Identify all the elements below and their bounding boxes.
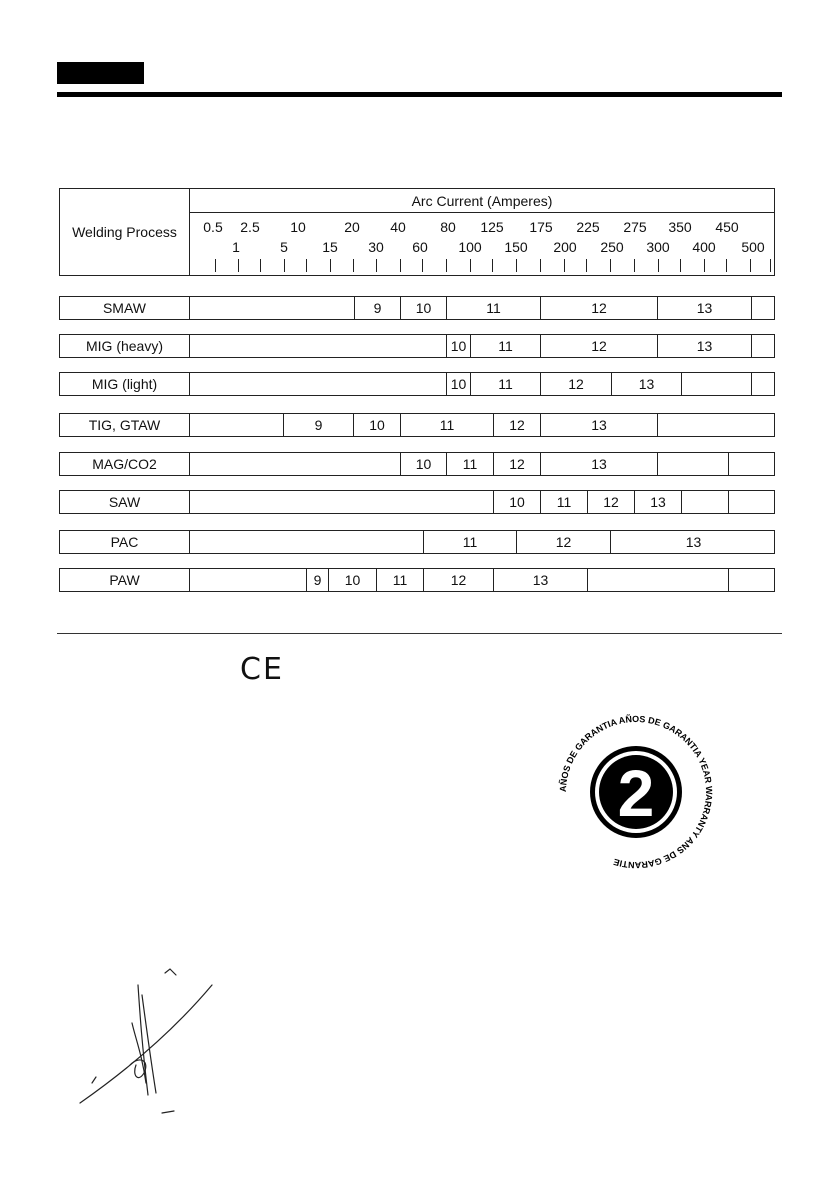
tick-label-bottom: 15 bbox=[322, 239, 338, 255]
electrode-shade-cell bbox=[190, 335, 447, 357]
electrode-shade-cell: 11 bbox=[377, 569, 424, 591]
process-row bbox=[59, 452, 775, 476]
tick-label-top: 80 bbox=[440, 219, 456, 235]
welding-process-header: Welding Process bbox=[60, 189, 190, 275]
current-table-header bbox=[59, 188, 775, 276]
electrode-shade-cell: 13 bbox=[635, 491, 682, 513]
electrode-shade-cell bbox=[190, 569, 307, 591]
language-tab bbox=[57, 62, 144, 84]
tick-mark bbox=[400, 259, 401, 272]
tick-label-bottom: 500 bbox=[741, 239, 765, 255]
electrode-shade-cell bbox=[190, 414, 284, 436]
tick-label-top: 10 bbox=[290, 219, 306, 235]
tick-mark bbox=[260, 259, 261, 272]
tick-mark bbox=[238, 259, 239, 272]
electrode-shade-cell: 13 bbox=[494, 569, 588, 591]
electrode-shade-cell bbox=[682, 373, 752, 395]
tick-label-bottom: 30 bbox=[368, 239, 384, 255]
electrode-shade-cell: 10 bbox=[329, 569, 377, 591]
electrode-shade-cell: 12 bbox=[541, 335, 658, 357]
tick-label-top: 20 bbox=[344, 219, 360, 235]
process-row bbox=[59, 490, 775, 514]
tick-mark bbox=[564, 259, 565, 272]
electrode-shade-cell bbox=[190, 373, 447, 395]
tick-label-top: 450 bbox=[715, 219, 739, 235]
warranty-seal-icon bbox=[552, 708, 720, 876]
tick-mark bbox=[470, 259, 471, 272]
tick-mark bbox=[750, 259, 751, 272]
electrode-shade-cell bbox=[682, 491, 729, 513]
process-label: MIG (light) bbox=[60, 373, 190, 395]
process-label: SMAW bbox=[60, 297, 190, 319]
tick-mark bbox=[330, 259, 331, 272]
tick-mark bbox=[610, 259, 611, 272]
tick-label-top: 125 bbox=[480, 219, 504, 235]
electrode-shade-cell: 11 bbox=[541, 491, 588, 513]
electrode-shade-cell: 10 bbox=[354, 414, 401, 436]
tick-label-top: 350 bbox=[668, 219, 692, 235]
electrode-shade-cell: 12 bbox=[588, 491, 635, 513]
electrode-shade-cell: 12 bbox=[494, 453, 541, 475]
electrode-shade-cell bbox=[190, 453, 401, 475]
electrode-shade-cell: 10 bbox=[401, 453, 447, 475]
electrode-shade-cell: 11 bbox=[447, 453, 494, 475]
tick-mark bbox=[586, 259, 587, 272]
tick-mark bbox=[516, 259, 517, 272]
electrode-shade-cell bbox=[190, 531, 424, 553]
process-row bbox=[59, 334, 775, 358]
tick-label-top: 2.5 bbox=[240, 219, 260, 235]
electrode-shade-cell: 12 bbox=[424, 569, 494, 591]
electrode-shade-cell bbox=[729, 569, 776, 591]
electrode-shade-cell: 13 bbox=[541, 453, 658, 475]
tick-mark bbox=[704, 259, 705, 272]
tick-mark bbox=[492, 259, 493, 272]
tick-mark bbox=[376, 259, 377, 272]
tick-mark bbox=[215, 259, 216, 272]
tick-mark bbox=[353, 259, 354, 272]
electrode-shade-cell bbox=[658, 453, 729, 475]
process-label: PAC bbox=[60, 531, 190, 553]
electrode-shade-cell: 11 bbox=[471, 335, 541, 357]
electrode-shade-cell: 12 bbox=[541, 297, 658, 319]
electrode-shade-cell: 13 bbox=[541, 414, 658, 436]
tick-label-top: 275 bbox=[623, 219, 647, 235]
tick-label-bottom: 1 bbox=[232, 239, 240, 255]
electrode-shade-cell: 10 bbox=[494, 491, 541, 513]
tick-mark bbox=[446, 259, 447, 272]
tick-label-bottom: 150 bbox=[504, 239, 528, 255]
tick-label-bottom: 100 bbox=[458, 239, 482, 255]
tick-mark bbox=[726, 259, 727, 272]
tick-mark bbox=[284, 259, 285, 272]
process-label: PAW bbox=[60, 569, 190, 591]
svg-text:AÑOS DE GARANTIA AÑOS DE GARA: AÑOS DE GARANTIA AÑOS DE GARANTIA YEAR WARRANTY ANS DE GARANTIE bbox=[557, 713, 715, 871]
process-label: MAG/CO2 bbox=[60, 453, 190, 475]
electrode-shade-cell bbox=[190, 297, 355, 319]
footer-rule bbox=[57, 633, 782, 634]
process-row bbox=[59, 568, 775, 592]
process-row bbox=[59, 296, 775, 320]
tick-label-top: 0.5 bbox=[203, 219, 223, 235]
svg-text:2: 2 bbox=[617, 756, 655, 830]
signature-image bbox=[70, 965, 230, 1125]
electrode-shade-cell: 13 bbox=[658, 335, 752, 357]
tick-label-bottom: 200 bbox=[553, 239, 577, 255]
process-row bbox=[59, 372, 775, 396]
header-rule bbox=[57, 92, 782, 97]
electrode-shade-cell: 13 bbox=[685, 534, 702, 550]
tick-label-bottom: 5 bbox=[280, 239, 288, 255]
electrode-shade-cell: 10 bbox=[401, 297, 447, 319]
tick-label-top: 175 bbox=[529, 219, 553, 235]
electrode-shade-cell: 11 bbox=[471, 373, 541, 395]
arc-current-title: Arc Current (Amperes) bbox=[190, 189, 774, 213]
tick-mark bbox=[634, 259, 635, 272]
electrode-shade-cell: 12 bbox=[517, 531, 611, 553]
process-label: TIG, GTAW bbox=[60, 414, 190, 436]
electrode-shade-cell: 13 bbox=[612, 373, 682, 395]
electrode-shade-cell bbox=[729, 491, 776, 513]
ce-mark: CE bbox=[240, 652, 284, 687]
electrode-shade-cell bbox=[658, 414, 776, 436]
electrode-shade-cell bbox=[729, 453, 776, 475]
tick-mark bbox=[658, 259, 659, 272]
electrode-shade-cell: 11 bbox=[424, 531, 517, 553]
electrode-shade-cell: 10 bbox=[447, 335, 471, 357]
electrode-shade-cell bbox=[190, 491, 494, 513]
electrode-shade-cell: 12 bbox=[541, 373, 612, 395]
tick-label-bottom: 300 bbox=[646, 239, 670, 255]
process-row bbox=[59, 530, 775, 554]
tick-mark bbox=[770, 259, 771, 272]
electrode-shade-cell bbox=[752, 297, 776, 319]
electrode-shade-cell: 13 bbox=[658, 297, 752, 319]
electrode-shade-cell: 9 bbox=[307, 569, 329, 591]
electrode-shade-cell: 9 bbox=[284, 414, 354, 436]
tick-label-bottom: 250 bbox=[600, 239, 624, 255]
electrode-shade-cell bbox=[752, 335, 776, 357]
tick-label-top: 40 bbox=[390, 219, 406, 235]
tick-mark bbox=[680, 259, 681, 272]
electrode-shade-cell bbox=[752, 373, 776, 395]
electrode-shade-cell: 11 bbox=[447, 297, 541, 319]
process-label: SAW bbox=[60, 491, 190, 513]
tick-label-bottom: 60 bbox=[412, 239, 428, 255]
electrode-shade-cell: 11 bbox=[401, 414, 494, 436]
tick-mark bbox=[540, 259, 541, 272]
electrode-shade-cell: 12 bbox=[494, 414, 541, 436]
tick-mark bbox=[422, 259, 423, 272]
tick-label-top: 225 bbox=[576, 219, 600, 235]
process-label: MIG (heavy) bbox=[60, 335, 190, 357]
tick-label-bottom: 400 bbox=[692, 239, 716, 255]
tick-mark bbox=[306, 259, 307, 272]
electrode-shade-cell bbox=[588, 569, 729, 591]
electrode-shade-cell: 9 bbox=[355, 297, 401, 319]
process-row bbox=[59, 413, 775, 437]
electrode-shade-cell: 10 bbox=[447, 373, 471, 395]
